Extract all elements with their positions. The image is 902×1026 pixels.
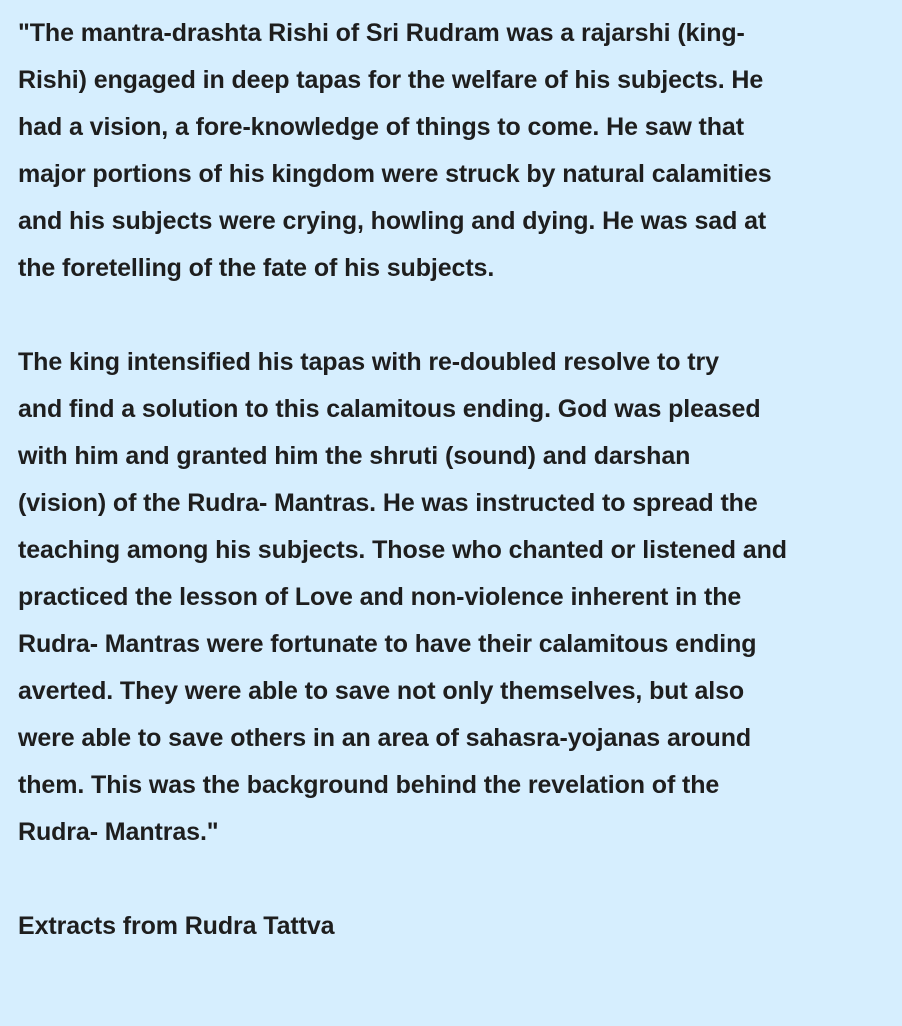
text-line: Rudra- Mantras were fortunate to have their calamitous ending [18, 630, 757, 658]
text-line: were able to save others in an area of sahasra-yojanas around [18, 724, 752, 752]
text-line: and find a solution to this calamitous ending. God was pleased [18, 395, 761, 423]
text-line: major portions of his kingdom were struck by natural calamities [18, 160, 772, 188]
text-line: with him and granted him the shruti (sound) and darshan [18, 442, 691, 470]
text-line: "The mantra-drashta Rishi of Sri Rudram was a rajarshi (king- [18, 19, 745, 47]
paragraph-2 [18, 339, 884, 856]
text-line: practiced the lesson of Love and non-violence inherent in the [18, 583, 742, 611]
text-line: them. This was the background behind the revelation of the [18, 771, 720, 799]
text-line: and his subjects were crying, howling and dying. He was sad at [18, 207, 767, 235]
paragraph-1 [18, 10, 884, 292]
text-line: the foretelling of the fate of his subjects. [18, 254, 495, 282]
attribution: Extracts from Rudra Tattva [18, 912, 335, 940]
paragraph-gap [18, 292, 884, 339]
text-line: Rudra- Mantras." [18, 818, 219, 846]
paragraph-gap [18, 856, 884, 903]
text-line: averted. They were able to save not only themselves, but also [18, 677, 745, 705]
text-line: teaching among his subjects. Those who chanted or listened and [18, 536, 787, 564]
text-line: (vision) of the Rudra- Mantras. He was instructed to spread the [18, 489, 758, 517]
text-line: had a vision, a fore-knowledge of things to come. He saw that [18, 113, 744, 141]
text-line: The king intensified his tapas with re-doubled resolve to try [18, 348, 719, 376]
text-line: Rishi) engaged in deep tapas for the welfare of his subjects. He [18, 66, 764, 94]
